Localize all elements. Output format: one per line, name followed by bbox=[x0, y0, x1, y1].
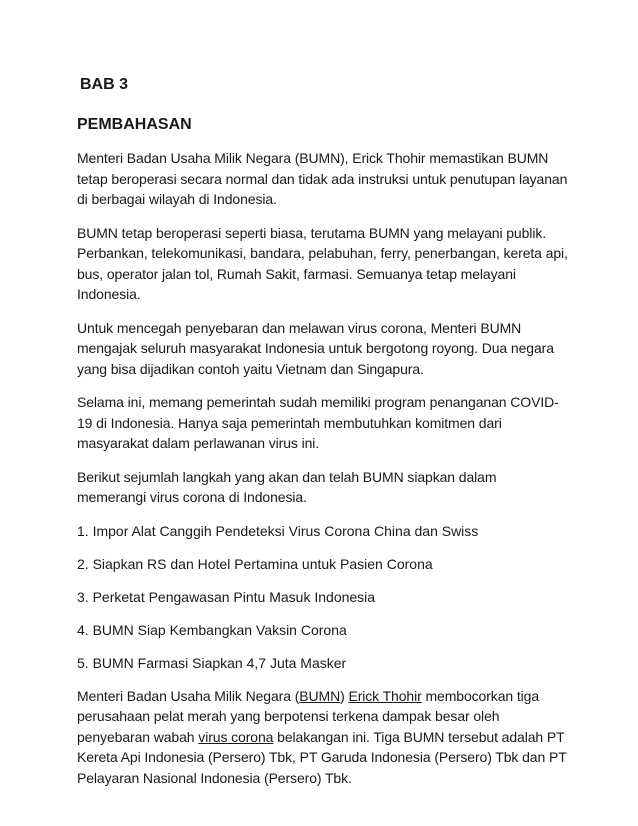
bumn-link[interactable]: BUMN bbox=[299, 687, 341, 704]
paragraph-2: BUMN tetap beroperasi seperti biasa, terutama BUMN yang melayani publik. Perbankan, telekomunikasi, bandara, pelabuhan, ferry, penerbangan, kereta api, bus, operator jalan tol, Rumah Sakit, farmasi. Semuanya tetap melayani Indonesia. bbox=[77, 224, 568, 302]
list-item-3: 3. Perketat Pengawasan Pintu Masuk Indonesia bbox=[77, 588, 376, 605]
final-text-4: belakangan ini. Tiga BUMN tersebut adalah PT Kereta Api Indonesia (Persero) Tbk, PT Garuda Indonesia (Persero) Tbk dan PT Pelayaran Nasional Indonesia (Persero) Tbk. bbox=[77, 728, 567, 786]
list-item-2: 2. Siapkan RS dan Hotel Pertamina untuk Pasien Corona bbox=[77, 555, 433, 572]
virus-corona-link[interactable]: virus corona bbox=[198, 728, 274, 745]
paragraph-5: Berikut sejumlah langkah yang akan dan telah BUMN siapkan dalam memerangi virus corona di Indonesia. bbox=[77, 468, 497, 505]
final-text-2: ) bbox=[340, 687, 349, 704]
list-item-4: 4. BUMN Siap Kembangkan Vaksin Corona bbox=[77, 621, 347, 638]
paragraph-4: Selama ini, memang pemerintah sudah memiliki program penanganan COVID-19 di Indonesia. Hanya saja pemerintah membutuhkan komitmen dari masyarakat dalam perlawanan virus ini. bbox=[77, 394, 559, 451]
erick-thohir-link[interactable]: Erick Thohir bbox=[348, 687, 422, 704]
final-text-1: Menteri Badan Usaha Milik Negara ( bbox=[77, 687, 300, 704]
paragraph-3: Untuk mencegah penyebaran dan melawan virus corona, Menteri BUMN mengajak seluruh masyarakat Indonesia untuk bergotong royong. Dua negara yang bisa dijadikan contoh yaitu Vietnam dan Singapura. bbox=[77, 319, 554, 377]
paragraph-1: Menteri Badan Usaha Milik Negara (BUMN), Erick Thohir memastikan BUMN tetap beroperasi secara normal dan tidak ada instruksi untuk penutupan layanan di berbagai wilayah di Indonesia. bbox=[77, 150, 568, 207]
final-text-3: membocorkan tiga perusahaan pelat merah yang berpotensi terkena dampak besar oleh penyebaran wabah bbox=[77, 687, 540, 745]
section-heading: PEMBAHASAN bbox=[77, 116, 192, 133]
chapter-heading: BAB 3 bbox=[80, 76, 129, 93]
list-item-5: 5. BUMN Farmasi Siapkan 4,7 Juta Masker bbox=[77, 654, 347, 671]
list-item-1: 1. Impor Alat Canggih Pendeteksi Virus Corona China dan Swiss bbox=[77, 522, 479, 539]
final-paragraph bbox=[77, 686, 568, 789]
